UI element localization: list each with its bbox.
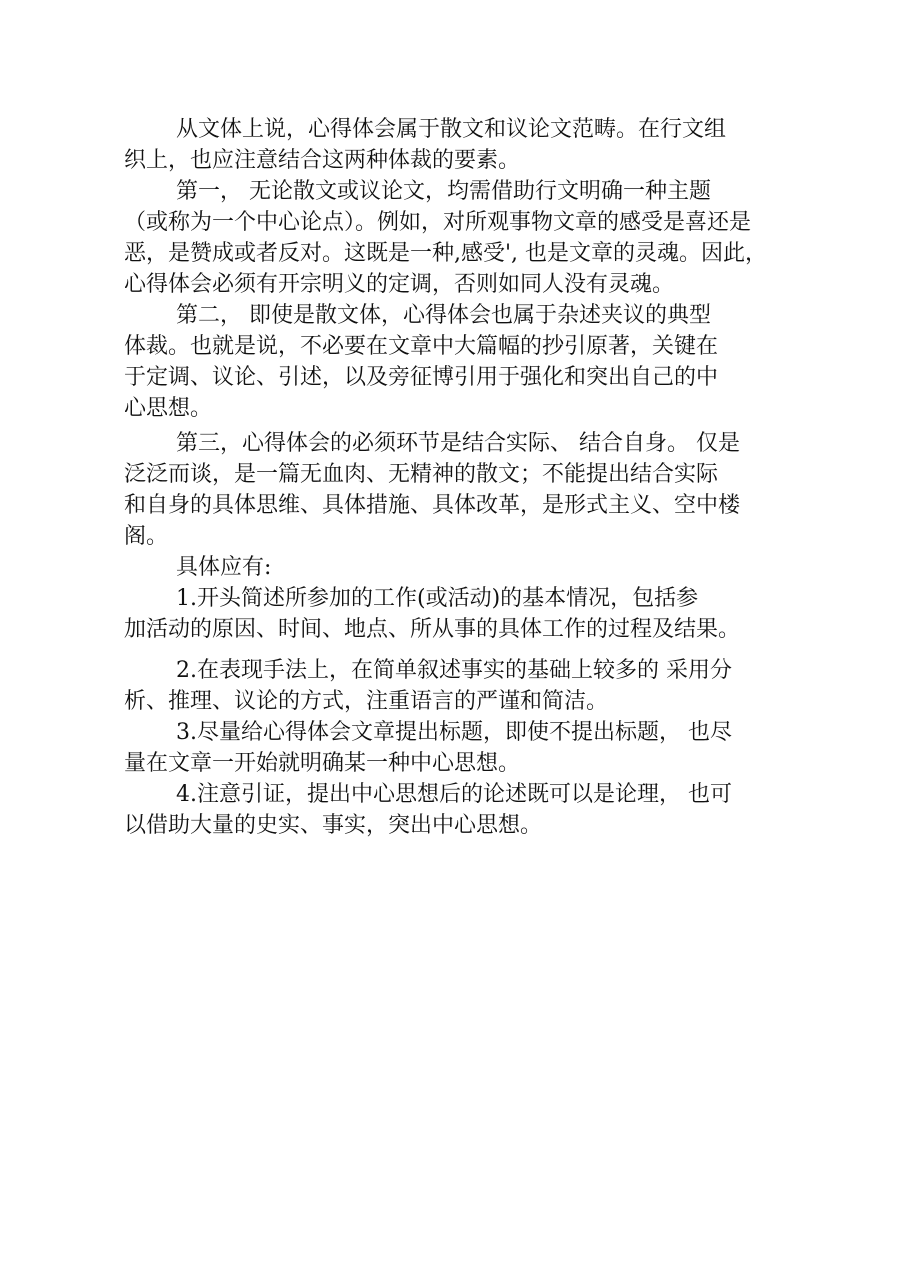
list-item-4 — [124, 779, 824, 841]
text-line: 具体应有: — [176, 555, 272, 580]
text-line: 1.开头简述所参加的工作(或活动)的基本情况，包括参 — [176, 586, 699, 611]
text-line: 泛泛而谈，是一篇无血肉、无精神的散文；不能提出结合实际 — [124, 462, 719, 487]
text-line: （或称为一个中心论点）。例如，对所观事物文章的感受是喜还是 — [124, 210, 752, 235]
text-line: 加活动的原因、时间、地点、所从事的具体工作的过程及结果。 — [124, 617, 741, 642]
paragraph-intro — [124, 114, 824, 176]
text-line: 心思想。 — [124, 396, 213, 421]
text-line: 2.在表现手法上，在简单叙述事实的基础上较多的 采用分 — [176, 658, 732, 683]
paragraph-point-1 — [124, 176, 824, 300]
text-line: 第二， 即使是散文体，心得体会也属于杂述夹议的典型 — [176, 303, 711, 328]
text-line: 阁。 — [124, 524, 169, 549]
text-line: 4.注意引证，提出中心思想后的论述既可以是论理， 也可 — [176, 782, 732, 807]
spacer — [124, 645, 824, 655]
text-line: 第三，心得体会的必须环节是结合实际、 结合自身。 仅是 — [176, 431, 740, 456]
list-item-3 — [124, 717, 824, 779]
text-line: 析、推理、议论的方式，注重语言的严谨和简洁。 — [124, 689, 609, 714]
text-line: 第一， 无论散文或议论文，均需借助行文明确一种主题 — [176, 179, 711, 204]
text-line: 于定调、议论、引述，以及旁征博引用于强化和突出自己的中 — [124, 365, 719, 390]
text-line: 织上，也应注意结合这两种体裁的要素。 — [124, 148, 521, 173]
paragraph-specifics-heading — [124, 552, 824, 583]
paragraph-point-3 — [124, 428, 824, 552]
list-item-2 — [124, 655, 824, 717]
text-line: 从文体上说，心得体会属于散文和议论文范畴。在行文组 — [176, 117, 727, 142]
text-line: 和自身的具体思维、具体措施、具体改革，是形式主义、空中楼 — [124, 493, 741, 518]
text-line: 量在文章一开始就明确某一种中心思想。 — [124, 751, 521, 776]
paragraph-point-2 — [124, 300, 824, 424]
text-line: 心得体会必须有开宗明义的定调，否则如同人没有灵魂。 — [124, 272, 675, 297]
list-item-1 — [124, 583, 824, 645]
text-line: 3.尽量给心得体会文章提出标题，即使不提出标题， 也尽 — [176, 720, 732, 745]
document-body — [124, 114, 824, 841]
text-line: 恶，是赞成或者反对。这既是一种,感受', 也是文章的灵魂。因此， — [124, 241, 768, 266]
text-line: 以借助大量的史实、事实，突出中心思想。 — [124, 813, 543, 838]
text-line: 体裁。也就是说，不必要在文章中大篇幅的抄引原著，关键在 — [124, 334, 719, 359]
